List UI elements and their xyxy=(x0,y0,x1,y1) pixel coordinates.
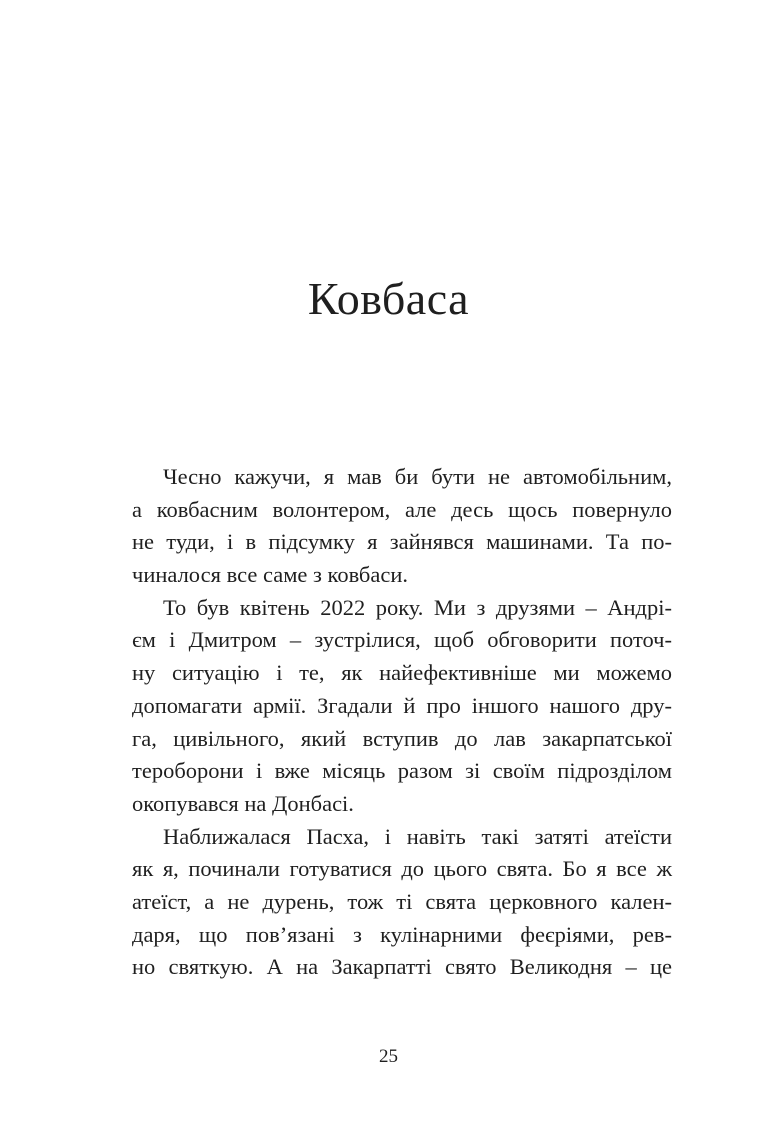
text-line: єм і Дмитром – зустрілися, щоб обговорити поточ- xyxy=(132,627,672,653)
text-line: То був квітень 2022 року. Ми з друзями – Андрі- xyxy=(163,594,672,620)
text-line: Наближалася Пасха, і навіть такі затяті атеїсти xyxy=(163,823,672,849)
chapter-title: Ковбаса xyxy=(307,273,470,324)
text-line: тероборони і вже місяць разом зі своїм підрозділом xyxy=(132,758,672,784)
body-text xyxy=(132,461,672,984)
text-line: чиналося все саме з ковбаси. xyxy=(132,562,409,588)
text-line: допомагати армії. Згадали й про іншого нашого дру- xyxy=(132,692,672,718)
page-number: 25 xyxy=(379,1046,398,1067)
text-line: не туди, і в підсумку я зайнявся машинами. Та по- xyxy=(132,529,672,555)
text-line: а ковбасним волонтером, але десь щось повернуло xyxy=(132,496,672,522)
text-line: Чесно кажучи, я мав би бути не автомобільним, xyxy=(163,464,672,489)
text-line: даря, що пов’язані з кулінарними феєріями, рев- xyxy=(132,921,672,947)
text-line: як я, починали готуватися до цього свята. Бо я все ж xyxy=(132,856,672,882)
text-line: атеїст, а не дурень, тож ті свята церковного кален- xyxy=(132,888,672,914)
text-line: но святкую. А на Закарпатті свято Великодня – це xyxy=(132,954,672,980)
text-line: га, цивільного, який вступив до лав закарпатської xyxy=(132,725,672,751)
text-line: ну ситуацію і те, як найефективніше ми можемо xyxy=(132,660,672,686)
text-line: окопувався на Донбасі. xyxy=(132,790,354,816)
